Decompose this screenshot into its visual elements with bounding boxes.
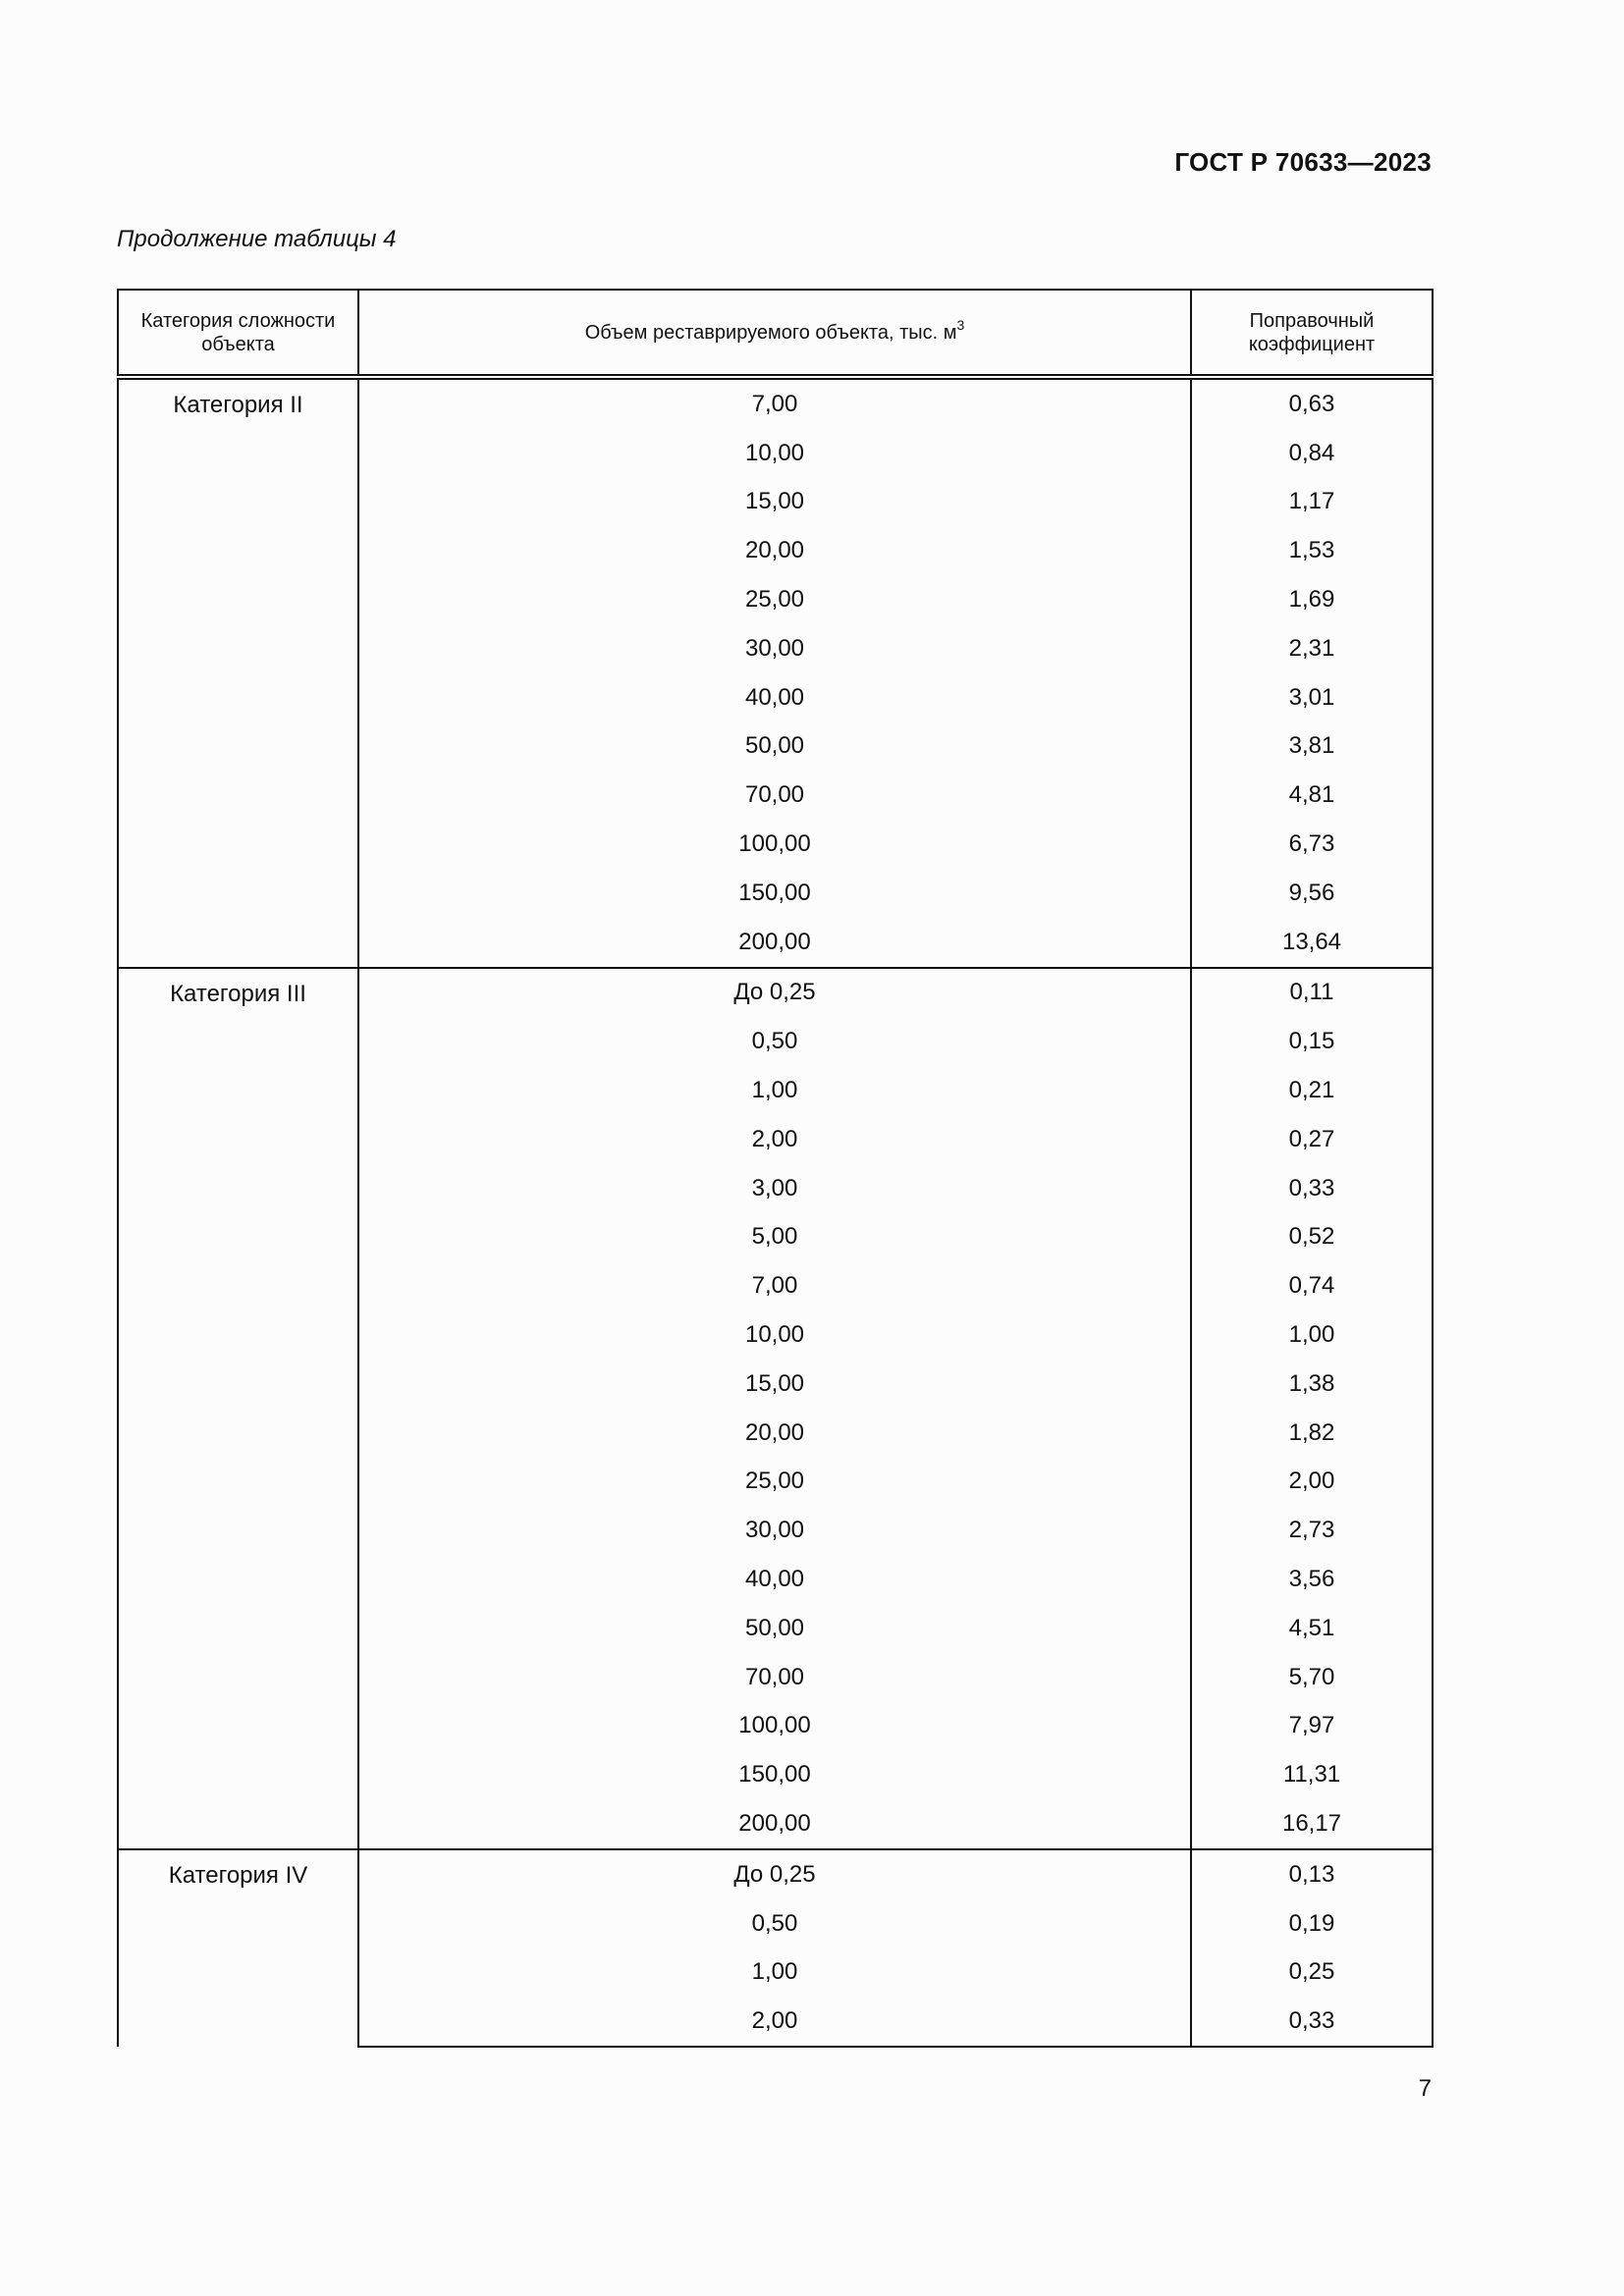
column-header-volume-text: Объем реставрируемого объекта, тыс. м <box>584 321 957 344</box>
coefficient-cell: 7,97 <box>1191 1702 1433 1751</box>
coefficient-cell: 1,53 <box>1191 526 1433 575</box>
volume-cell: 50,00 <box>358 722 1191 772</box>
volume-cell: 25,00 <box>358 1458 1191 1507</box>
volume-cell: 40,00 <box>358 673 1191 722</box>
volume-cell: 1,00 <box>358 1066 1191 1115</box>
coefficient-cell: 0,21 <box>1191 1066 1433 1115</box>
volume-cell: 40,00 <box>358 1555 1191 1604</box>
volume-cell: До 0,25 <box>358 1849 1191 1899</box>
volume-cell: 1,00 <box>358 1949 1191 1998</box>
coefficient-cell: 0,11 <box>1191 968 1433 1018</box>
volume-cell: До 0,25 <box>358 968 1191 1018</box>
coefficient-cell: 1,38 <box>1191 1360 1433 1409</box>
volume-cell: 30,00 <box>358 624 1191 673</box>
coefficient-cell: 0,15 <box>1191 1017 1433 1066</box>
volume-cell: 2,00 <box>358 1115 1191 1164</box>
coefficient-cell: 1,82 <box>1191 1409 1433 1458</box>
coefficient-cell: 1,17 <box>1191 478 1433 527</box>
coefficient-cell: 0,25 <box>1191 1949 1433 1998</box>
volume-cell: 30,00 <box>358 1506 1191 1555</box>
coefficient-cell: 11,31 <box>1191 1750 1433 1799</box>
coefficient-cell: 0,27 <box>1191 1115 1433 1164</box>
column-header-coefficient: Поправочный коэффициент <box>1191 290 1433 377</box>
volume-cell: 100,00 <box>358 1702 1191 1751</box>
coefficient-cell: 1,69 <box>1191 575 1433 624</box>
column-header-category: Категория сложности объекта <box>118 290 358 377</box>
table-row <box>118 377 1433 429</box>
volume-cell: 200,00 <box>358 1799 1191 1849</box>
column-header-volume <box>358 290 1191 377</box>
category-cell: Категория IV <box>118 1849 358 2047</box>
coefficient-cell: 6,73 <box>1191 820 1433 869</box>
coefficient-table <box>117 289 1434 2048</box>
coefficient-cell: 3,01 <box>1191 673 1433 722</box>
coefficient-cell: 0,33 <box>1191 1997 1433 2047</box>
volume-cell: 7,00 <box>358 1261 1191 1310</box>
document-code: ГОСТ Р 70633—2023 <box>1174 147 1432 177</box>
coefficient-cell: 0,19 <box>1191 1899 1433 1949</box>
volume-cell: 0,50 <box>358 1017 1191 1066</box>
coefficient-cell: 13,64 <box>1191 918 1433 968</box>
volume-cell: 70,00 <box>358 1653 1191 1702</box>
category-cell: Категория III <box>118 968 358 1849</box>
volume-cell: 3,00 <box>358 1164 1191 1213</box>
coefficient-cell: 3,81 <box>1191 722 1433 772</box>
volume-cell: 7,00 <box>358 377 1191 429</box>
coefficient-cell: 4,81 <box>1191 771 1433 820</box>
coefficient-cell: 16,17 <box>1191 1799 1433 1849</box>
coefficient-cell: 2,73 <box>1191 1506 1433 1555</box>
table-header <box>118 290 1433 377</box>
coefficient-cell: 0,74 <box>1191 1261 1433 1310</box>
category-cell: Категория II <box>118 377 358 968</box>
coefficient-cell: 1,00 <box>1191 1310 1433 1360</box>
table-row <box>118 1849 1433 1899</box>
volume-cell: 70,00 <box>358 771 1191 820</box>
volume-cell: 20,00 <box>358 1409 1191 1458</box>
coefficient-cell: 9,56 <box>1191 869 1433 918</box>
volume-cell: 150,00 <box>358 869 1191 918</box>
volume-cell: 150,00 <box>358 1750 1191 1799</box>
volume-cell: 100,00 <box>358 820 1191 869</box>
volume-cell: 25,00 <box>358 575 1191 624</box>
coefficient-cell: 4,51 <box>1191 1604 1433 1653</box>
volume-cell: 10,00 <box>358 429 1191 478</box>
table-body <box>118 377 1433 2047</box>
header-row <box>118 290 1433 377</box>
coefficient-cell: 0,52 <box>1191 1213 1433 1262</box>
coefficient-cell: 5,70 <box>1191 1653 1433 1702</box>
volume-cell: 15,00 <box>358 478 1191 527</box>
coefficient-cell: 0,84 <box>1191 429 1433 478</box>
coefficient-cell: 0,33 <box>1191 1164 1433 1213</box>
volume-cell: 50,00 <box>358 1604 1191 1653</box>
coefficient-cell: 0,63 <box>1191 377 1433 429</box>
column-header-volume-unit-exponent: 3 <box>956 316 965 333</box>
volume-cell: 200,00 <box>358 918 1191 968</box>
volume-cell: 15,00 <box>358 1360 1191 1409</box>
page-number: 7 <box>1418 2075 1432 2102</box>
coefficient-cell: 2,00 <box>1191 1458 1433 1507</box>
coefficient-cell: 3,56 <box>1191 1555 1433 1604</box>
volume-cell: 10,00 <box>358 1310 1191 1360</box>
volume-cell: 2,00 <box>358 1997 1191 2047</box>
volume-cell: 0,50 <box>358 1899 1191 1949</box>
volume-cell: 20,00 <box>358 526 1191 575</box>
coefficient-cell: 0,13 <box>1191 1849 1433 1899</box>
volume-cell: 5,00 <box>358 1213 1191 1262</box>
table-row <box>118 968 1433 1018</box>
coefficient-cell: 2,31 <box>1191 624 1433 673</box>
table-caption: Продолжение таблицы 4 <box>117 226 397 252</box>
